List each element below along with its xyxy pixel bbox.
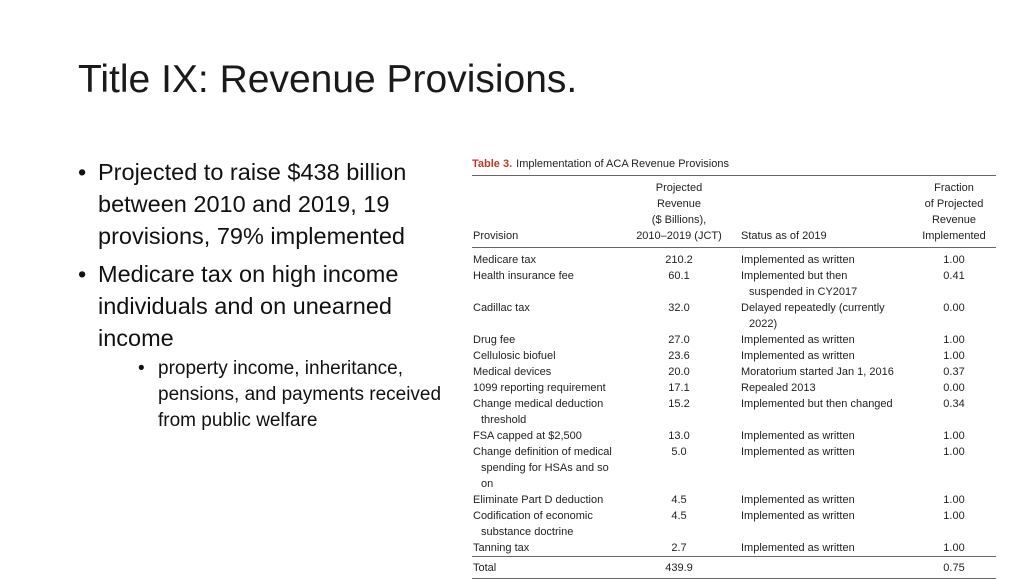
table-header-row [472, 176, 996, 248]
cell-status [740, 444, 912, 492]
cell-revenue: 60.1 [668, 270, 690, 282]
cell-provision [472, 300, 618, 332]
cell-revenue: 210.2 [665, 254, 693, 266]
table-row [472, 348, 996, 364]
header-line: ($ Billions), [651, 214, 707, 226]
table-row [472, 268, 996, 300]
cell-revenue: 5.0 [671, 446, 687, 458]
cell-fraction: 1.00 [943, 350, 965, 362]
cell-line: Health insurance fee [473, 270, 574, 282]
table-row [472, 380, 996, 396]
cell-fraction: 1.00 [943, 430, 965, 442]
cell-revenue: 17.1 [668, 382, 690, 394]
cell-fraction: 1.00 [943, 494, 965, 506]
cell-fraction: 0.00 [943, 302, 965, 314]
cell-line: Implemented as written [741, 334, 855, 346]
cell-line: Change medical deduction [473, 398, 604, 410]
sub-bullet-unearned-income: • property income, inheritance, pensions, and payments received from public welfare [98, 356, 466, 434]
table-total-row [472, 557, 996, 579]
cell-fraction: 1.00 [943, 510, 965, 522]
cell-revenue: 15.2 [668, 398, 690, 410]
cell-line: Implemented as written [741, 254, 855, 266]
cell-total-revenue: 439.9 [618, 557, 740, 579]
cell-provision [472, 268, 618, 300]
cell-line: Repealed 2013 [741, 382, 816, 394]
header-line: 2010–2019 (JCT) [636, 230, 722, 242]
cell-line: FSA capped at $2,500 [473, 430, 582, 442]
cell-total-fraction: 0.75 [912, 557, 996, 579]
cell-line: Medical devices [473, 366, 552, 378]
table-row [472, 508, 996, 540]
cell-revenue: 13.0 [668, 430, 690, 442]
cell-line: Drug fee [473, 334, 516, 346]
table-row [472, 428, 996, 444]
cell-line: Cadillac tax [473, 302, 530, 314]
table-body [472, 248, 996, 579]
table-row [472, 540, 996, 557]
cell-fraction: 0.00 [943, 382, 965, 394]
bullet-medicare-tax [76, 258, 466, 434]
header-line: of Projected [924, 198, 984, 210]
cell-provision [472, 428, 618, 444]
cell-line: suspended in CY2017 [749, 286, 858, 298]
cell-line: Change definition of medical [473, 446, 612, 458]
cell-fraction: 1.00 [943, 254, 965, 266]
bullet-list [76, 156, 466, 440]
cell-line: Implemented as written [741, 430, 855, 442]
cell-status [740, 540, 912, 557]
bullet-projected-revenue: • Projected to raise $438 billion between 2010 and 2019, 19 provisions, 79% implemented [76, 156, 466, 252]
cell-line: Eliminate Part D deduction [473, 494, 604, 506]
cell-status [740, 348, 912, 364]
cell-line: 1099 reporting requirement [473, 382, 606, 394]
bullet-medicare-tax-text: Medicare tax on high income individuals and on unearned income [98, 261, 399, 351]
cell-fraction: 1.00 [943, 542, 965, 554]
header-line: Revenue [931, 214, 977, 226]
table-row [472, 444, 996, 492]
table-row [472, 248, 996, 269]
cell-revenue: 4.5 [671, 510, 687, 522]
cell-revenue: 23.6 [668, 350, 690, 362]
table-row [472, 332, 996, 348]
header-projected-revenue [618, 176, 740, 248]
cell-revenue: 2.7 [671, 542, 687, 554]
cell-line: Implemented as written [741, 510, 855, 522]
cell-revenue: 20.0 [668, 366, 690, 378]
cell-line: Implemented as written [741, 446, 855, 458]
cell-line: Moratorium started Jan 1, 2016 [741, 366, 894, 378]
cell-line: Implemented but then [741, 270, 848, 282]
cell-line: Implemented as written [741, 494, 855, 506]
table-row [472, 396, 996, 428]
cell-line: Delayed repeatedly (currently [741, 302, 885, 314]
cell-provision [472, 540, 618, 557]
cell-provision [472, 332, 618, 348]
cell-line: Implemented but then changed [741, 398, 893, 410]
cell-line: Tanning tax [473, 542, 530, 554]
cell-status [740, 508, 912, 540]
cell-provision [472, 396, 618, 428]
cell-status [740, 364, 912, 380]
cell-status [740, 396, 912, 428]
cell-revenue: 27.0 [668, 334, 690, 346]
header-line: Implemented [922, 230, 986, 242]
cell-total-label: Total [472, 557, 618, 579]
cell-revenue: 32.0 [668, 302, 690, 314]
cell-line: Cellulosic biofuel [473, 350, 556, 362]
revenue-provisions-table [472, 175, 996, 579]
cell-fraction: 1.00 [943, 334, 965, 346]
header-status: Status as of 2019 [740, 176, 912, 248]
cell-provision [472, 508, 618, 540]
cell-status [740, 332, 912, 348]
cell-line: 2022) [749, 318, 778, 330]
header-provision: Provision [472, 176, 618, 248]
cell-provision [472, 492, 618, 508]
cell-line: substance doctrine [481, 526, 574, 538]
cell-status [740, 492, 912, 508]
cell-total-status [740, 557, 912, 579]
cell-provision [472, 364, 618, 380]
table-caption-text: Implementation of ACA Revenue Provisions [516, 158, 729, 170]
cell-fraction: 0.34 [943, 398, 965, 410]
table-row [472, 364, 996, 380]
table-row [472, 492, 996, 508]
cell-status [740, 380, 912, 396]
cell-fraction: 0.41 [943, 270, 965, 282]
table-row [472, 300, 996, 332]
cell-status [740, 300, 912, 332]
table-caption [472, 158, 996, 170]
cell-provision [472, 444, 618, 492]
cell-provision [472, 380, 618, 396]
header-fraction-implemented [912, 176, 996, 248]
revenue-provisions-table-figure [472, 158, 996, 579]
cell-status [740, 428, 912, 444]
slide-title: Title IX: Revenue Provisions. [78, 58, 578, 101]
cell-line: Implemented as written [741, 350, 855, 362]
cell-status [740, 248, 912, 269]
cell-status [740, 268, 912, 300]
cell-provision [472, 248, 618, 269]
cell-fraction: 1.00 [943, 446, 965, 458]
cell-line: Medicare tax [473, 254, 536, 266]
cell-line: spending for HSAs and so on [481, 462, 609, 490]
header-line: Fraction [934, 182, 974, 194]
cell-line: threshold [481, 414, 527, 426]
header-line: Projected [655, 182, 703, 194]
header-line: Revenue [656, 198, 702, 210]
cell-line: Implemented as written [741, 542, 855, 554]
cell-revenue: 4.5 [671, 494, 687, 506]
cell-provision [472, 348, 618, 364]
cell-line: Codification of economic [473, 510, 593, 522]
table-caption-label: Table 3. [472, 158, 513, 170]
cell-fraction: 0.37 [943, 366, 965, 378]
